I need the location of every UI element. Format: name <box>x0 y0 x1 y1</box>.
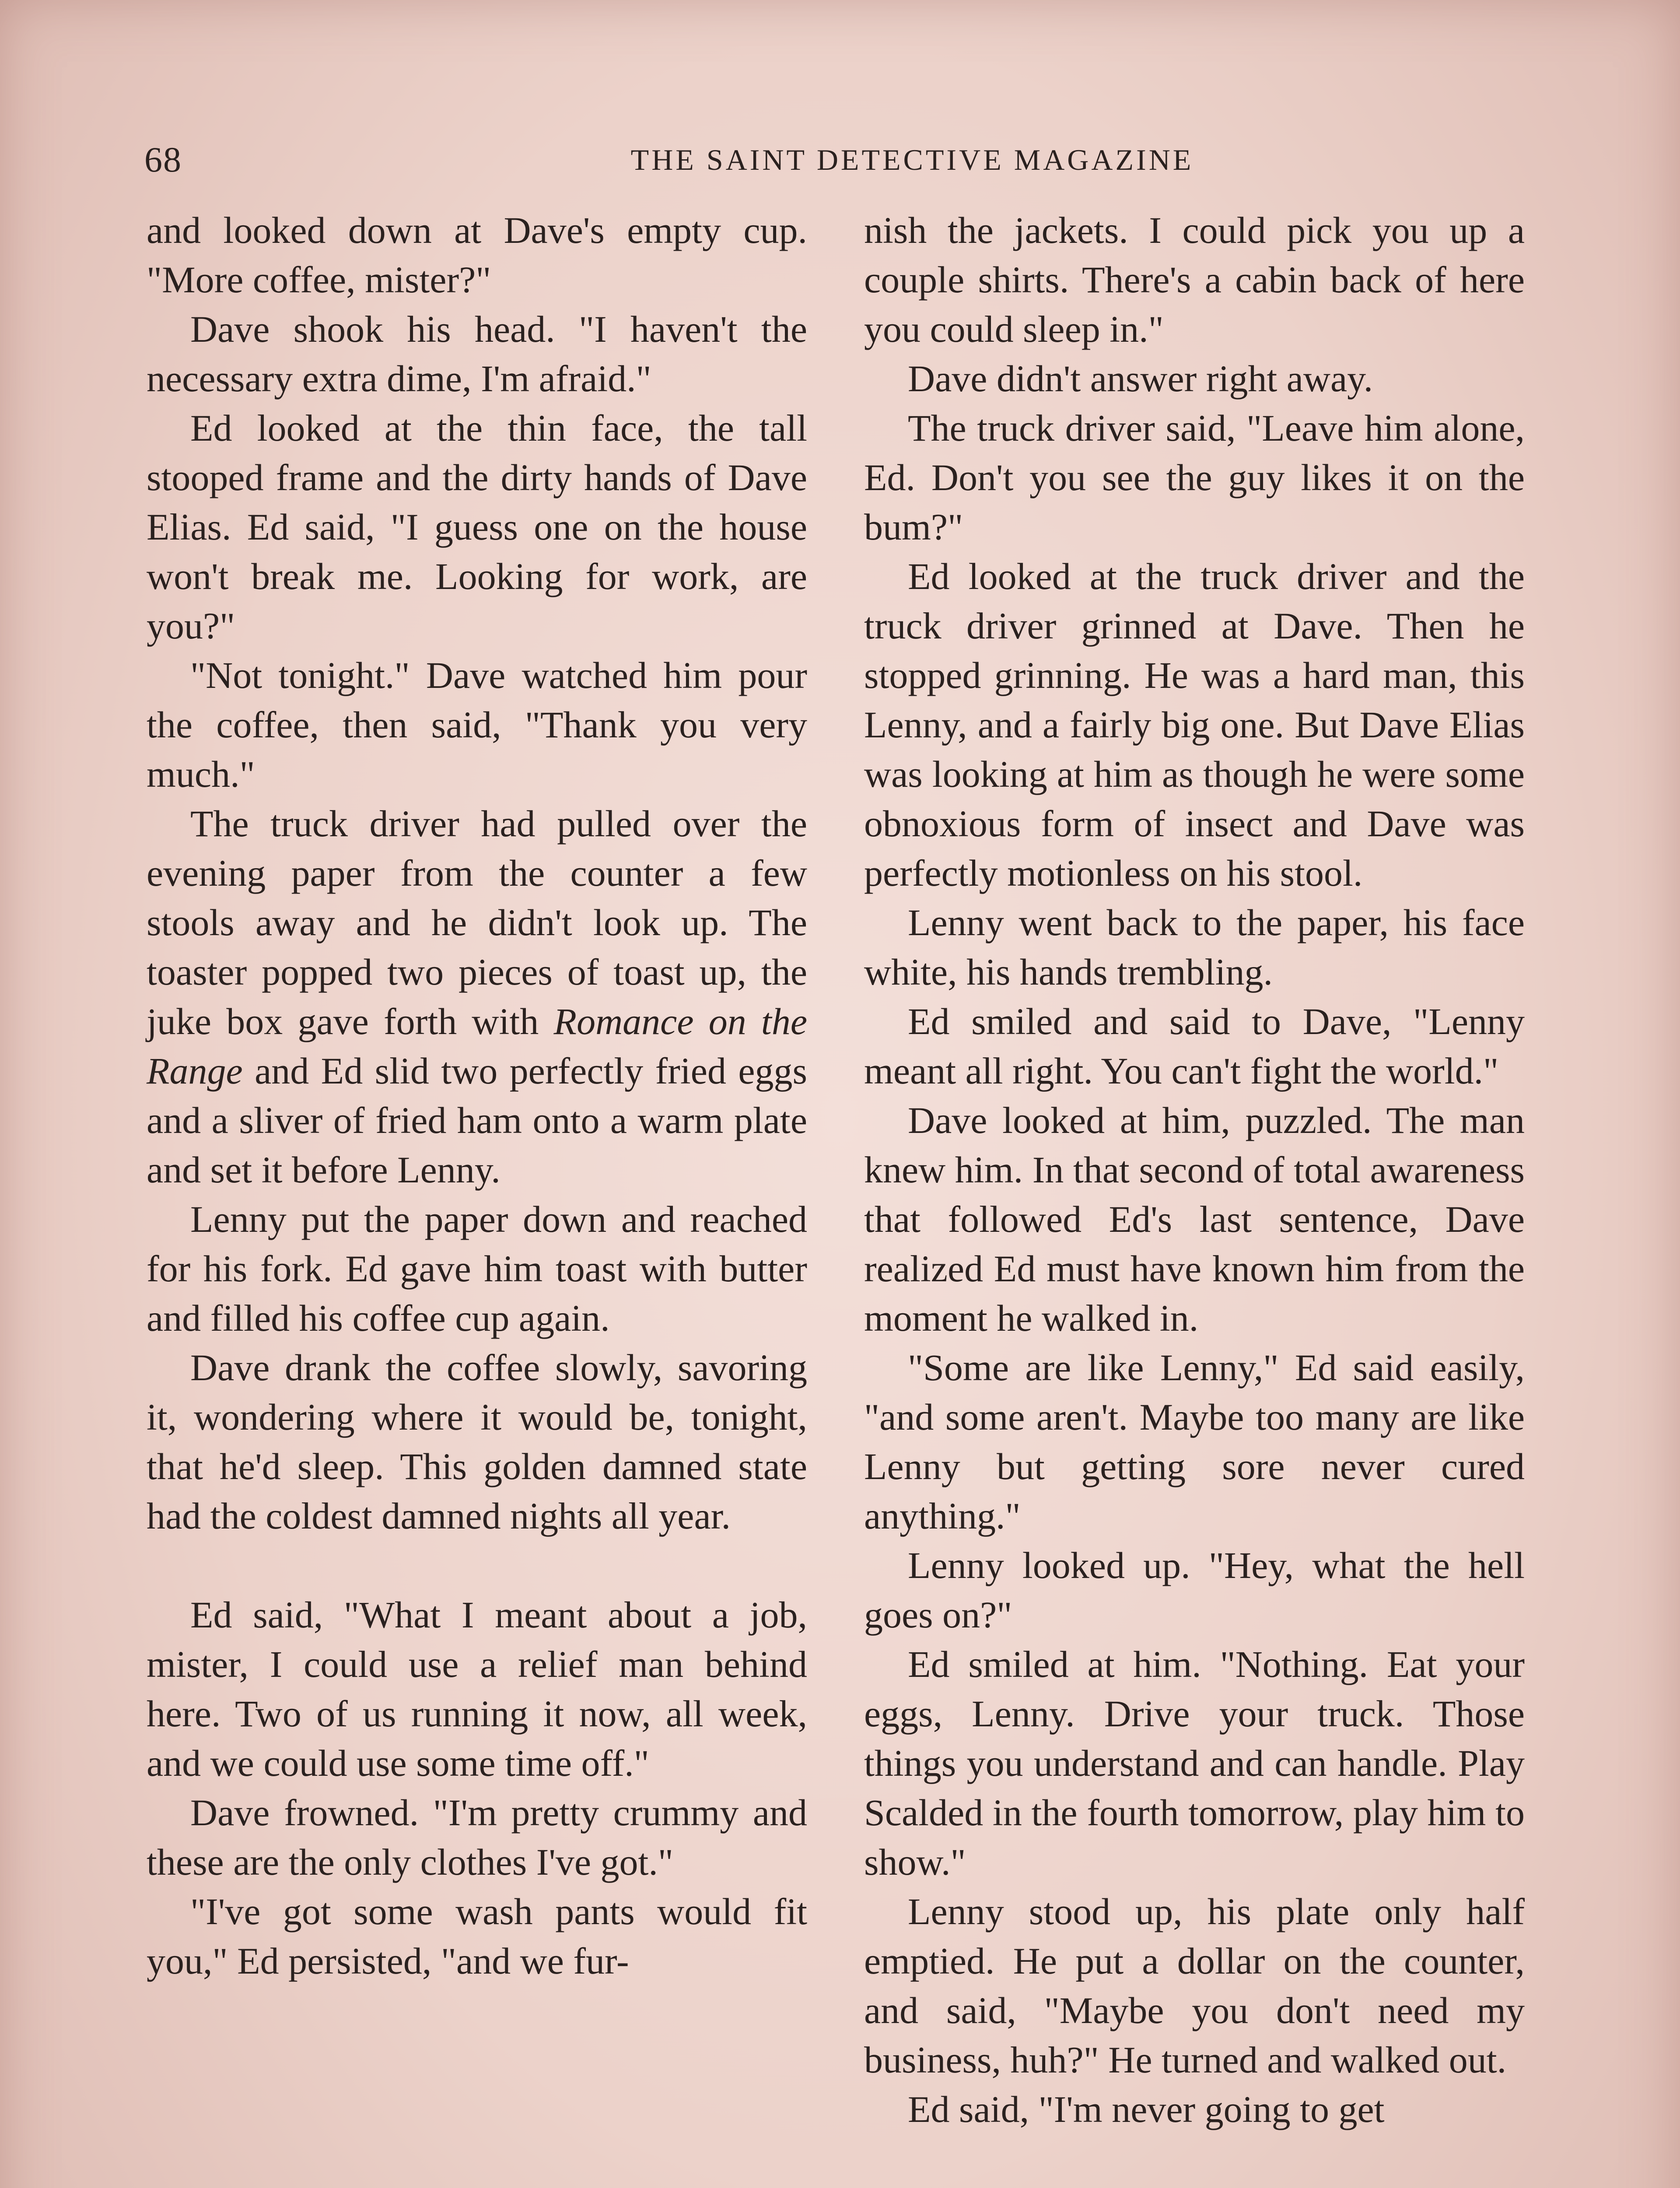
paragraph: Ed looked at the thin face, the tall stooped frame and the dirty hands of Dave Elias. Ed said, "I guess one on the house won't break me. Looking for work, are you?" <box>147 407 807 647</box>
song-title: Romance on the Range <box>147 1000 807 1092</box>
paragraph: Dave looked at him, puzzled. The man knew him. In that second of total awareness that followed Ed's last sentence, Dave realized Ed must have known him from the moment he walked in. <box>864 1099 1525 1339</box>
paragraph: The truck driver said, "Leave him alone, Ed. Don't you see the guy likes it on the bum?" <box>864 407 1525 548</box>
paragraph: "Some are like Lenny," Ed said easily, "and some aren't. Maybe too many are like Lenny but getting sore never cured anything." <box>864 1346 1525 1537</box>
paragraph: Ed smiled and said to Dave, "Lenny meant all right. You can't fight the world." <box>864 1000 1525 1092</box>
paragraph: Dave shook his head. "I haven't the necessary extra dime, I'm afraid." <box>147 308 807 400</box>
paragraph: Dave frowned. "I'm pretty crummy and these are the only clothes I've got." <box>147 1792 807 1883</box>
paragraph: Lenny put the paper down and reached for his fork. Ed gave him toast with butter and filled his coffee cup again. <box>147 1198 807 1339</box>
paragraph: nish the jackets. I could pick you up a couple shirts. There's a cabin back of here you could sleep in." <box>864 209 1525 350</box>
paragraph: Dave didn't answer right away. <box>908 358 1373 400</box>
paragraph: Lenny looked up. "Hey, what the hell goes on?" <box>864 1544 1525 1636</box>
paragraph: Ed smiled at him. "Nothing. Eat your eggs, Lenny. Drive your truck. Those things you understand and can handle. Play Scalded in the fourth tomorrow, play him to show." <box>864 1643 1525 1883</box>
paragraph: Ed said, "What I meant about a job, mister, I could use a relief man behind here. Two of us running it now, all week, and we could use some time off." <box>147 1594 807 1784</box>
paragraph: and looked down at Dave's empty cup. "More coffee, mister?" <box>147 209 807 301</box>
paragraph <box>147 799 807 1195</box>
paragraph: Ed said, "I'm never going to get <box>908 2088 1385 2130</box>
paragraph: "Not tonight." Dave watched him pour the coffee, then said, "Thank you very much." <box>147 654 807 795</box>
section-break <box>147 1541 807 1590</box>
paragraph: Lenny went back to the paper, his face white, his hands trembling. <box>864 901 1525 993</box>
paragraph-text: and Ed slid two perfectly fried eggs and a sliver of fried ham onto a warm plate and set it before Lenny. <box>147 1050 807 1191</box>
paragraph: "I've got some wash pants would fit you," Ed persisted, "and we fur- <box>147 1890 807 1982</box>
right-text-column <box>864 206 1525 2134</box>
left-text-column <box>147 206 807 1986</box>
paragraph: Lenny stood up, his plate only half emptied. He put a dollar on the counter, and said, "Maybe you don't need my business, huh?" He turned and walked out. <box>864 1890 1525 2081</box>
magazine-title: THE SAINT DETECTIVE MAGAZINE <box>630 143 1194 176</box>
paragraph: Ed looked at the truck driver and the truck driver grinned at Dave. Then he stopped grinning. He was a hard man, this Lenny, and a fairly big one. But Dave Elias was looking at him as though he were some obnoxious form of insect and Dave was perfectly motionless on his stool. <box>864 555 1525 894</box>
running-head <box>144 136 1549 188</box>
paragraph-text: The truck driver had pulled over the evening paper from the counter a few stools away and he didn't look up. The toaster popped two pieces of toast up, the juke box gave forth with <box>147 803 807 1042</box>
page-number: 68 <box>144 140 182 179</box>
paragraph: Dave drank the coffee slowly, savoring it, wondering where it would be, tonight, that he'd sleep. This golden damned state had the coldest damned nights all year. <box>147 1346 807 1537</box>
